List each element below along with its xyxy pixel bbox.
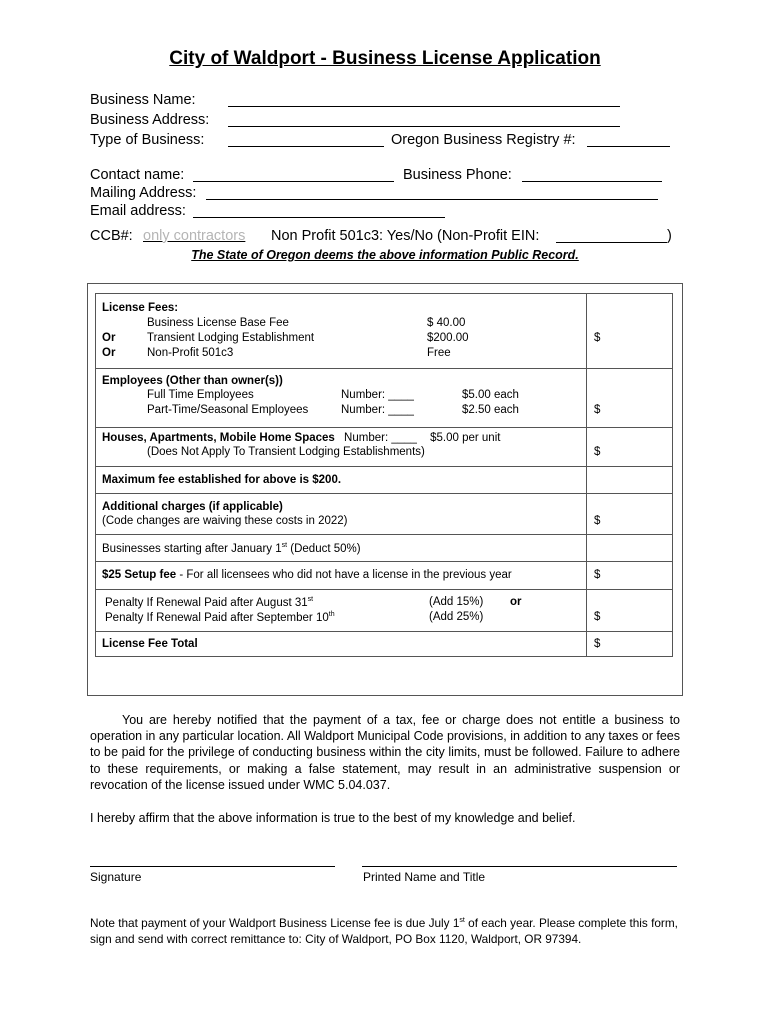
license-fee-dollar[interactable]: $ (594, 332, 601, 344)
registry-input-line[interactable] (587, 133, 670, 147)
penalty-september-amount: (Add 25%) (429, 611, 484, 623)
fulltime-number[interactable]: Number: ____ (341, 389, 414, 401)
mailing-address-label: Mailing Address: (90, 185, 197, 201)
starting-discount-note (102, 542, 361, 555)
signature-label: Signature (90, 870, 142, 884)
starting-text-b: (Deduct 50%) (287, 542, 361, 555)
base-fee-amount: $ 40.00 (427, 317, 466, 329)
email-address-input-line[interactable] (193, 204, 445, 218)
row-divider (96, 561, 672, 562)
license-fees-header: License Fees: (102, 302, 179, 314)
penalty-august-label (105, 596, 313, 609)
business-address-label: Business Address: (90, 112, 210, 128)
affirmation-text: I hereby affirm that the above information is true to the best of my knowledge and belief. (90, 811, 576, 825)
row-divider (96, 534, 672, 535)
lodging-amount: $200.00 (427, 332, 469, 344)
business-name-input-line[interactable] (228, 93, 620, 107)
fee-table (95, 293, 673, 657)
type-of-business-label: Type of Business: (90, 132, 205, 148)
base-fee-label: Business License Base Fee (147, 317, 289, 329)
business-phone-label: Business Phone: (403, 167, 512, 183)
additional-header: Additional charges (if applicable) (102, 501, 283, 513)
footer-sup: st (459, 917, 465, 924)
starting-sup: st (281, 542, 288, 549)
houses-rate: $5.00 per unit (430, 432, 501, 444)
setup-fee-bold: $25 Setup fee (102, 569, 177, 581)
public-record-notice: The State of Oregon deems the above information Public Record. (191, 248, 579, 262)
row-divider (96, 427, 672, 428)
parttime-number[interactable]: Number: ____ (341, 404, 414, 416)
setup-dollar[interactable]: $ (594, 569, 601, 581)
setup-fee-row (102, 569, 512, 581)
contact-name-label: Contact name: (90, 167, 185, 183)
fulltime-rate: $5.00 each (462, 389, 519, 401)
signature-line[interactable] (90, 866, 335, 867)
starting-text-a: Businesses starting after January 1 (102, 542, 282, 555)
penalty-september-text: Penalty If Renewal Paid after September 10 (105, 611, 329, 624)
setup-fee-text: - For all licensees who did not have a license in the previous year (176, 569, 512, 581)
business-phone-input-line[interactable] (522, 168, 662, 182)
penalty-august-text: Penalty If Renewal Paid after August 31 (105, 596, 308, 609)
row-divider (96, 493, 672, 494)
parttime-label: Part-Time/Seasonal Employees (147, 404, 309, 416)
email-address-label: Email address: (90, 203, 186, 219)
houses-header: Houses, Apartments, Mobile Home Spaces (102, 432, 335, 444)
row-divider (96, 368, 672, 369)
business-address-input-line[interactable] (228, 113, 620, 127)
parttime-rate: $2.50 each (462, 404, 519, 416)
employees-dollar[interactable]: $ (594, 404, 601, 416)
business-name-label: Business Name: (90, 92, 196, 108)
row-divider (96, 631, 672, 632)
penalty-dollar[interactable]: $ (594, 611, 601, 623)
lodging-label: Transient Lodging Establishment (147, 332, 315, 344)
penalty-august-sup: st (307, 596, 314, 603)
penalty-september-sup: th (328, 611, 335, 618)
ccb-hint-text: only contractors (143, 228, 246, 244)
type-of-business-input-line[interactable] (228, 133, 384, 147)
total-dollar[interactable]: $ (594, 638, 601, 650)
amount-column-divider (586, 294, 587, 656)
nonprofit-ein-input-line[interactable] (556, 229, 667, 243)
nonprofit-fee-amount: Free (427, 347, 451, 359)
employees-header: Employees (Other than owner(s)) (102, 375, 283, 387)
row-divider (96, 466, 672, 467)
additional-note: (Code changes are waiving these costs in 2022) (102, 515, 348, 527)
mailing-address-input-line[interactable] (206, 186, 658, 200)
total-label: License Fee Total (102, 638, 198, 650)
notice-paragraph: You are hereby notified that the payment of a tax, fee or charge does not entitle a business to operation in any particular location. All Waldport Municipal Code provisions, in addition to any taxes or fees to be paid for the privilege of conducting business within the city limits, must be followed. Failure to adhere to these requirements, or making a false statement, may result in an administrative suspension or revocation of the license issued under WMC 5.04.037. (90, 713, 680, 792)
additional-dollar[interactable]: $ (594, 515, 601, 527)
footer-note (90, 913, 680, 948)
or-label: Or (102, 332, 116, 344)
nonprofit-label: Non Profit 501c3: Yes/No (Non-Profit EIN: (271, 228, 540, 244)
houses-note: (Does Not Apply To Transient Lodging Establishments) (147, 446, 425, 458)
footer-text-a: Note that payment of your Waldport Business License fee is due July 1 (90, 915, 460, 930)
printed-name-label: Printed Name and Title (363, 870, 486, 884)
nonprofit-fee-label: Non-Profit 501c3 (147, 347, 234, 359)
ccb-label: CCB#: (90, 228, 133, 244)
footer-text-b: of each year. Please complete this form, sign and send with correct remittance to: City of Waldport, PO Box 1120, Waldport, OR 97394. (90, 915, 678, 947)
houses-number[interactable]: Number: ____ (344, 432, 417, 444)
ccb-input[interactable] (137, 228, 261, 244)
registry-label: Oregon Business Registry #: (391, 132, 576, 148)
nonprofit-close-paren: ) (667, 228, 672, 244)
max-fee-note: Maximum fee established for above is $200. (102, 474, 342, 486)
houses-dollar[interactable]: $ (594, 446, 601, 458)
fulltime-label: Full Time Employees (147, 389, 254, 401)
houses-row (102, 432, 500, 444)
printed-name-line[interactable] (362, 866, 677, 867)
contact-name-input-line[interactable] (193, 168, 394, 182)
penalty-or: or (510, 596, 522, 608)
penalty-september-label (105, 611, 335, 624)
page-title: City of Waldport - Business License Application (169, 48, 601, 69)
penalty-august-amount: (Add 15%) (429, 596, 484, 608)
row-divider (96, 589, 672, 590)
or-label: Or (102, 347, 116, 359)
